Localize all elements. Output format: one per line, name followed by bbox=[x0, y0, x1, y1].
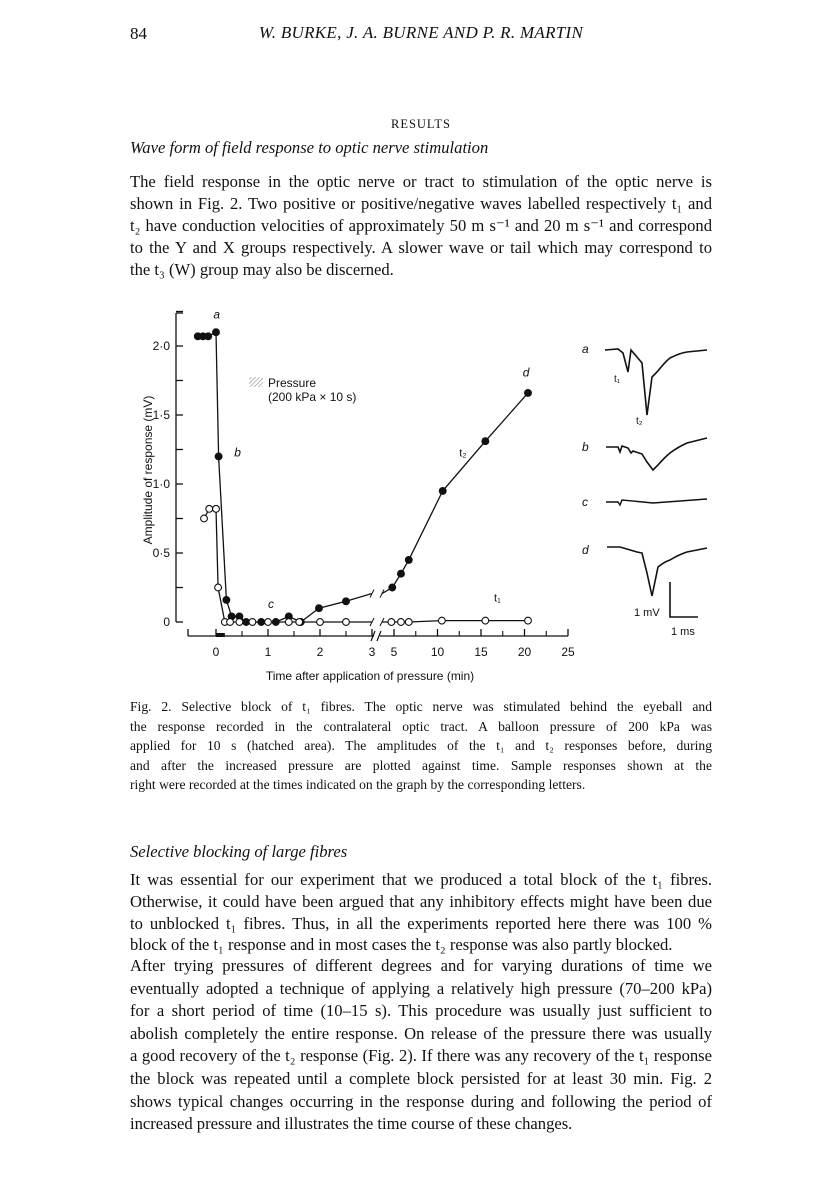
chart-annotation: d bbox=[522, 365, 530, 380]
chart-annotation: t₁ bbox=[494, 592, 501, 605]
text-line: the t₃ (W) group may also be discerned. bbox=[130, 260, 394, 279]
data-point-t1 bbox=[317, 619, 324, 626]
x-tick-label: 20 bbox=[517, 645, 532, 659]
data-point-t2 bbox=[215, 453, 222, 460]
text-line: shows typical changes occurring in the response during and following the period of bbox=[130, 1091, 712, 1111]
data-point-t1 bbox=[265, 619, 272, 626]
text-line: right were recorded at the times indicated on the graph by the corresponding letters. bbox=[130, 777, 586, 792]
text-line: the block was repeated until a complete block persisted for at least 30 min. Fig. 2 bbox=[130, 1069, 712, 1088]
sample-traces bbox=[582, 342, 707, 638]
page-number: 84 bbox=[130, 24, 147, 43]
data-point-t2 bbox=[343, 598, 350, 605]
data-point-t1 bbox=[405, 619, 412, 626]
text-line: abolish completely the entire response. On release of the pressure there was usually bbox=[130, 1023, 712, 1043]
data-point-t2 bbox=[405, 557, 412, 564]
trace-label-d: d bbox=[582, 543, 589, 557]
data-point-t2 bbox=[258, 619, 265, 626]
series-line-t1 bbox=[204, 509, 528, 622]
data-point-t1 bbox=[213, 505, 220, 512]
data-point-t1 bbox=[249, 619, 256, 626]
trace-label-c: c bbox=[582, 495, 588, 509]
data-point-t1 bbox=[482, 617, 489, 624]
data-point-t1 bbox=[398, 619, 405, 626]
x-tick-label: 25 bbox=[561, 645, 575, 659]
x-tick-label: 10 bbox=[430, 645, 445, 659]
trace-label-b: b bbox=[582, 440, 589, 454]
trace-a bbox=[605, 349, 707, 415]
data-point-t2 bbox=[316, 605, 323, 612]
text-line: and after the increased pressure are plotted against time. Sample responses shown at the bbox=[130, 757, 712, 773]
chart-annotation: b bbox=[234, 445, 241, 460]
data-point-t2 bbox=[482, 438, 489, 445]
series-line-t2 bbox=[198, 332, 528, 622]
data-point-t2 bbox=[213, 329, 220, 336]
data-point-t2 bbox=[223, 597, 230, 604]
x-tick-label: 0 bbox=[212, 645, 220, 659]
scale-bar-mv-label: 1 mV bbox=[634, 607, 660, 619]
chart-annotation: c bbox=[268, 597, 274, 612]
data-point-t1 bbox=[525, 617, 532, 624]
chart-marks bbox=[194, 307, 531, 626]
scale-bar-ms-label: 1 ms bbox=[671, 626, 695, 638]
trace-c bbox=[606, 499, 707, 505]
data-point-t1 bbox=[285, 619, 292, 626]
data-point-t1 bbox=[343, 619, 350, 626]
section-heading: RESULTS bbox=[390, 117, 452, 131]
pressure-legend-detail: (200 kPa × 10 s) bbox=[268, 390, 357, 404]
subsection-title-selective-blocking: Selective blocking of large fibres bbox=[130, 842, 348, 861]
text-line: block of the t₁ response and in most cases the t₂ response was also partly blocked. bbox=[130, 935, 673, 955]
text-line: The field response in the optic nerve or tract to stimulation of the optic nerve is bbox=[130, 172, 712, 191]
pressure-legend-label: Pressure bbox=[268, 376, 317, 390]
text-line: a good recovery of the t₂ response (Fig. 2). If there was any recovery of the t₁ response bbox=[130, 1046, 712, 1066]
scale-bar bbox=[670, 582, 698, 617]
data-point-t1 bbox=[296, 619, 303, 626]
data-point-t1 bbox=[236, 619, 243, 626]
subsection-title-wave-form: Wave form of field response to optic nerve stimulation bbox=[130, 138, 489, 157]
text-line: to unblocked t₁ fibres. Thus, in all the experiments reported here there was 100 % bbox=[130, 913, 712, 933]
x-tick-label: 3 bbox=[368, 645, 376, 659]
text-line: Fig. 2. Selective block of t₁ fibres. The optic nerve was stimulated behind the eyeball and bbox=[130, 699, 712, 714]
data-point-t1 bbox=[215, 584, 222, 591]
data-point-t2 bbox=[398, 570, 405, 577]
chart-axes bbox=[153, 312, 575, 660]
trace-a-t1-label: t₁ bbox=[614, 374, 621, 385]
data-point-t1 bbox=[227, 619, 234, 626]
text-line: After trying pressures of different degrees and for varying durations of time we bbox=[130, 956, 712, 975]
text-line: shown in Fig. 2. Two positive or positive/negative waves labelled respectively t₁ and bbox=[130, 194, 712, 213]
text-line: eventually adopted a technique of applying a relatively high pressure (70–200 kPa) bbox=[130, 978, 712, 998]
y-tick-label: 2·0 bbox=[152, 339, 170, 353]
x-tick-label: 15 bbox=[474, 645, 488, 659]
trace-d bbox=[607, 547, 707, 596]
text-line: to the Y and X groups respectively. A slower wave or tail which may correspond to bbox=[130, 238, 712, 257]
data-point-t1 bbox=[388, 619, 395, 626]
text-line: the response recorded in the contralateral optic tract. A balloon pressure of 200 kPa was bbox=[130, 718, 712, 734]
x-tick-label: 5 bbox=[390, 645, 398, 659]
figure-2-chart bbox=[0, 300, 816, 690]
trace-b bbox=[606, 438, 707, 470]
data-point-t2 bbox=[205, 333, 212, 340]
x-axis-label: Time after application of pressure (min) bbox=[265, 669, 475, 683]
text-line: Otherwise, it could have been argued that any inhibitory effects might have been due bbox=[130, 891, 712, 911]
x-tick-label: 2 bbox=[316, 645, 324, 659]
text-line: applied for 10 s (hatched area). The amplitudes of the t₁ and t₂ responses before, during bbox=[130, 738, 712, 753]
data-point-t1 bbox=[201, 515, 208, 522]
y-tick-label: 0·5 bbox=[152, 546, 170, 560]
text-line: t₂ have conduction velocities of approximately 50 m s⁻¹ and 20 m s⁻¹ and correspond bbox=[130, 216, 712, 235]
data-point-t2 bbox=[525, 390, 532, 397]
y-tick-label: 1·0 bbox=[152, 477, 170, 491]
series-break-mark bbox=[370, 618, 384, 626]
text-line: increased pressure and illustrates the time course of these changes. bbox=[130, 1114, 573, 1134]
text-line: It was essential for our experiment that we produced a total block of the t₁ fibres. bbox=[130, 870, 712, 889]
y-tick-label: 1·5 bbox=[152, 408, 170, 422]
pressure-legend-hatch-icon bbox=[249, 377, 263, 387]
chart-annotation: t₂ bbox=[459, 447, 467, 460]
data-point-t1 bbox=[206, 505, 213, 512]
y-axis-label: Amplitude of response (mV) bbox=[141, 395, 155, 545]
series-break-mark bbox=[370, 590, 384, 598]
trace-label-a: a bbox=[582, 342, 589, 356]
pressure-interval-bar bbox=[216, 633, 225, 637]
y-tick-label: 0 bbox=[163, 615, 170, 629]
text-line: for a short period of time (10–15 s). This procedure was usually just sufficient to bbox=[130, 1001, 712, 1021]
x-tick-label: 1 bbox=[264, 645, 272, 659]
trace-a-t2-label: t₂ bbox=[636, 416, 643, 427]
data-point-t1 bbox=[438, 617, 445, 624]
data-point-t2 bbox=[272, 619, 279, 626]
data-point-t2 bbox=[389, 584, 396, 591]
running-title: W. BURKE, J. A. BURNE AND P. R. MARTIN bbox=[258, 23, 584, 42]
data-point-t2 bbox=[439, 488, 446, 495]
chart-annotation: a bbox=[213, 307, 221, 322]
